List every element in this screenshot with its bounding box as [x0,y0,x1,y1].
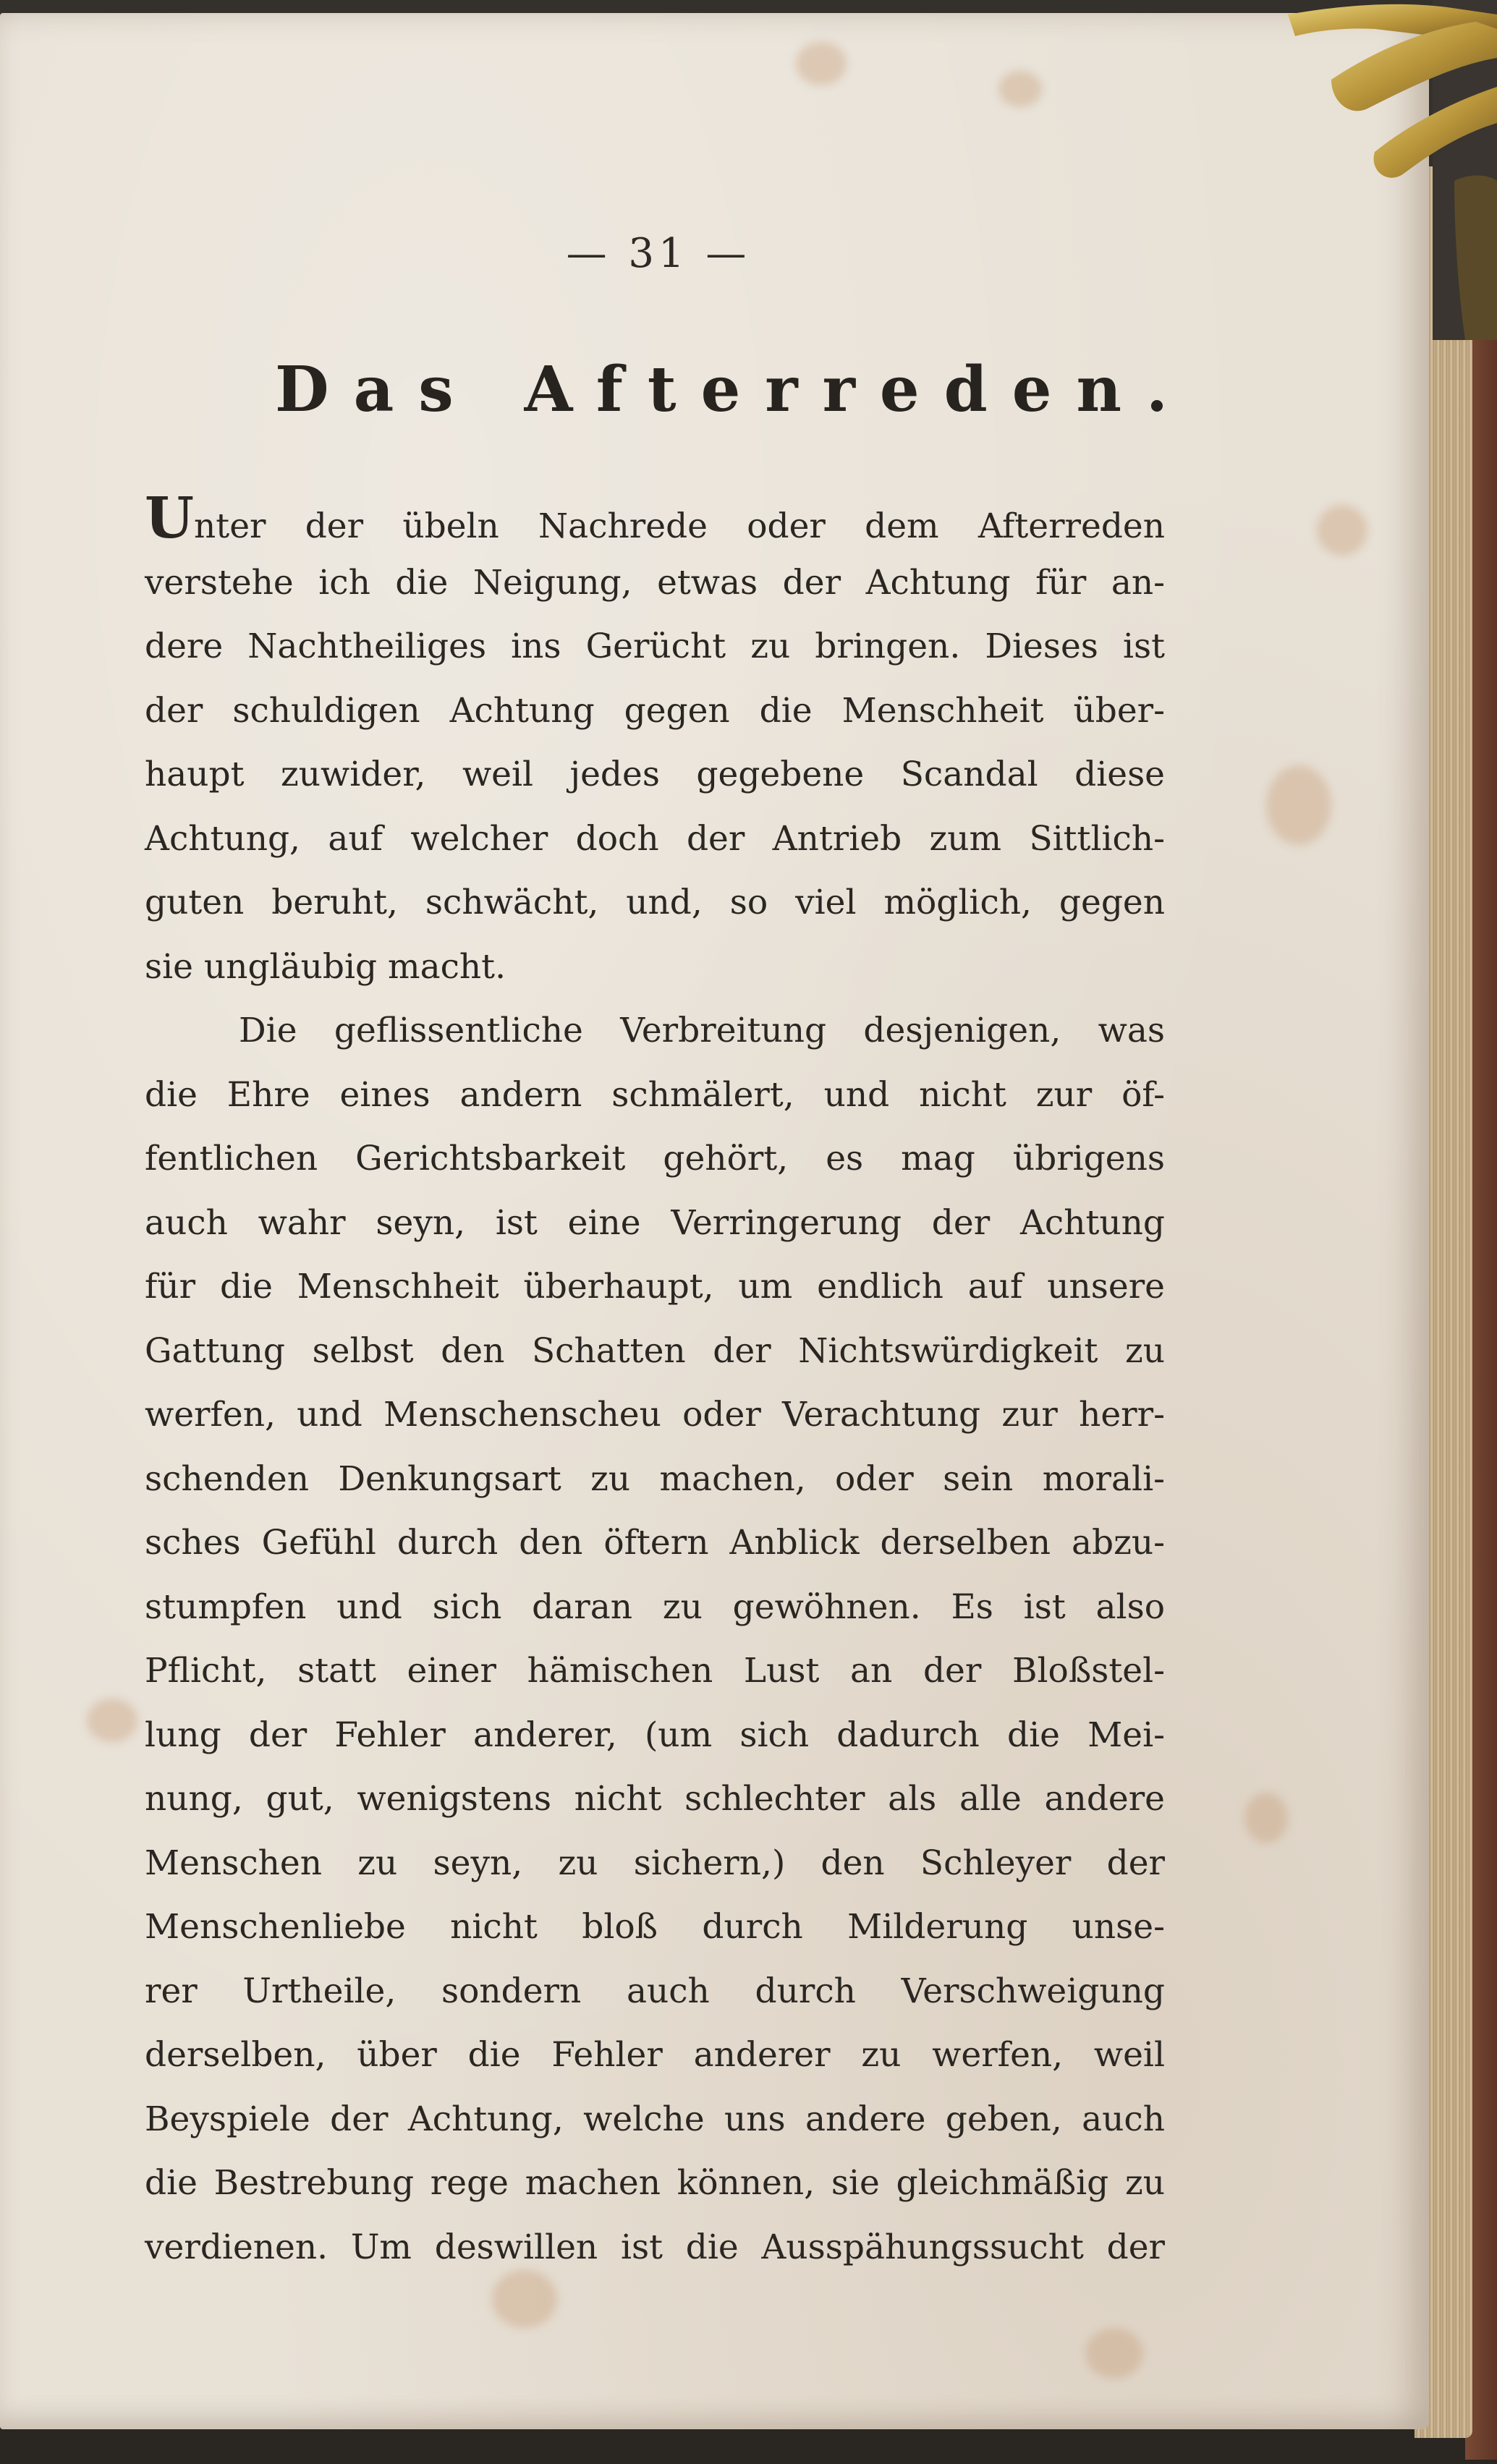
text-line: Achtung, auf welcher doch der Antrieb zum Sittlich- [145,818,1165,859]
book-page [0,13,1429,2429]
foxing-spot [1085,2328,1143,2379]
text-line: auch wahr seyn, ist eine Verringerung der Achtung [145,1202,1165,1243]
text-line: dere Nachtheiliges ins Gerücht zu bringen. Dieses ist [145,626,1165,666]
foxing-spot [998,71,1042,107]
text-line: Beyspiele der Achtung, welche uns andere geben, auch [145,2099,1165,2139]
body-text [145,487,1165,2280]
text-line: derselben, über die Fehler anderer zu werfen, weil [145,2035,1165,2075]
foxing-spot [1244,1793,1288,1843]
text-line: Unter der übeln Nachrede oder dem Afterreden [145,485,1165,551]
text-line: lung der Fehler anderer, (um sich dadurch die Mei- [145,1715,1165,1755]
text-line: Pflicht, statt einer hämischen Lust an der Bloßstel- [145,1651,1165,1691]
text-line: der schuldigen Achtung gegen die Menschheit über- [145,690,1165,731]
text-line: verstehe ich die Neigung, etwas der Achtung für an- [145,562,1165,603]
foxing-spot [87,1699,137,1742]
foxing-spot [1317,505,1367,556]
text-line: Menschen zu seyn, zu sichern,) den Schleyer der [145,1843,1165,1883]
text-line: Gattung selbst den Schatten der Nichtswürdigkeit zu [145,1330,1165,1371]
text-line: Menschenliebe nicht bloß durch Milderung unse- [145,1907,1165,1947]
foxing-spot [1266,765,1331,845]
text-line: stumpfen und sich daran zu gewöhnen. Es ist also [145,1586,1165,1627]
drop-cap: U [145,485,195,551]
chapter-title: Das Afterreden. [275,353,1192,426]
text-line: die Bestrebung rege machen können, sie gleichmäßig zu [145,2163,1165,2203]
text-line: verdienen. Um deswillen ist die Ausspähungssucht der [145,2227,1165,2267]
text-line: guten beruht, schwächt, und, so viel möglich, gegen [145,883,1165,922]
text-line: für die Menschheit überhaupt, um endlich auf unsere [145,1267,1165,1307]
text-line: sches Gefühl durch den öftern Anblick derselben abzu- [145,1523,1165,1563]
page-number: — 31 — [566,230,751,277]
text-line: nung, gut, wenigstens nicht schlechter als alle andere [145,1779,1165,1819]
text-line: Die geflissentliche Verbreitung desjenigen, was [239,1011,1165,1050]
text-line: fentlichen Gerichtsbarkeit gehört, es mag übrigens [145,1139,1165,1178]
foxing-spot [796,42,847,85]
text-line: haupt zuwider, weil jedes gegebene Scandal diese [145,755,1165,794]
brass-page-holder [1288,0,1497,340]
text-line: werfen, und Menschenscheu oder Verachtung zur herr- [145,1395,1165,1435]
text-line: sie ungläubig macht. [145,946,506,987]
text-line: schenden Denkungsart zu machen, oder sein morali- [145,1458,1165,1499]
text-line: die Ehre eines andern schmälert, und nicht zur öf- [145,1074,1165,1115]
text-line: rer Urtheile, sondern auch durch Verschweigung [145,1971,1165,2011]
